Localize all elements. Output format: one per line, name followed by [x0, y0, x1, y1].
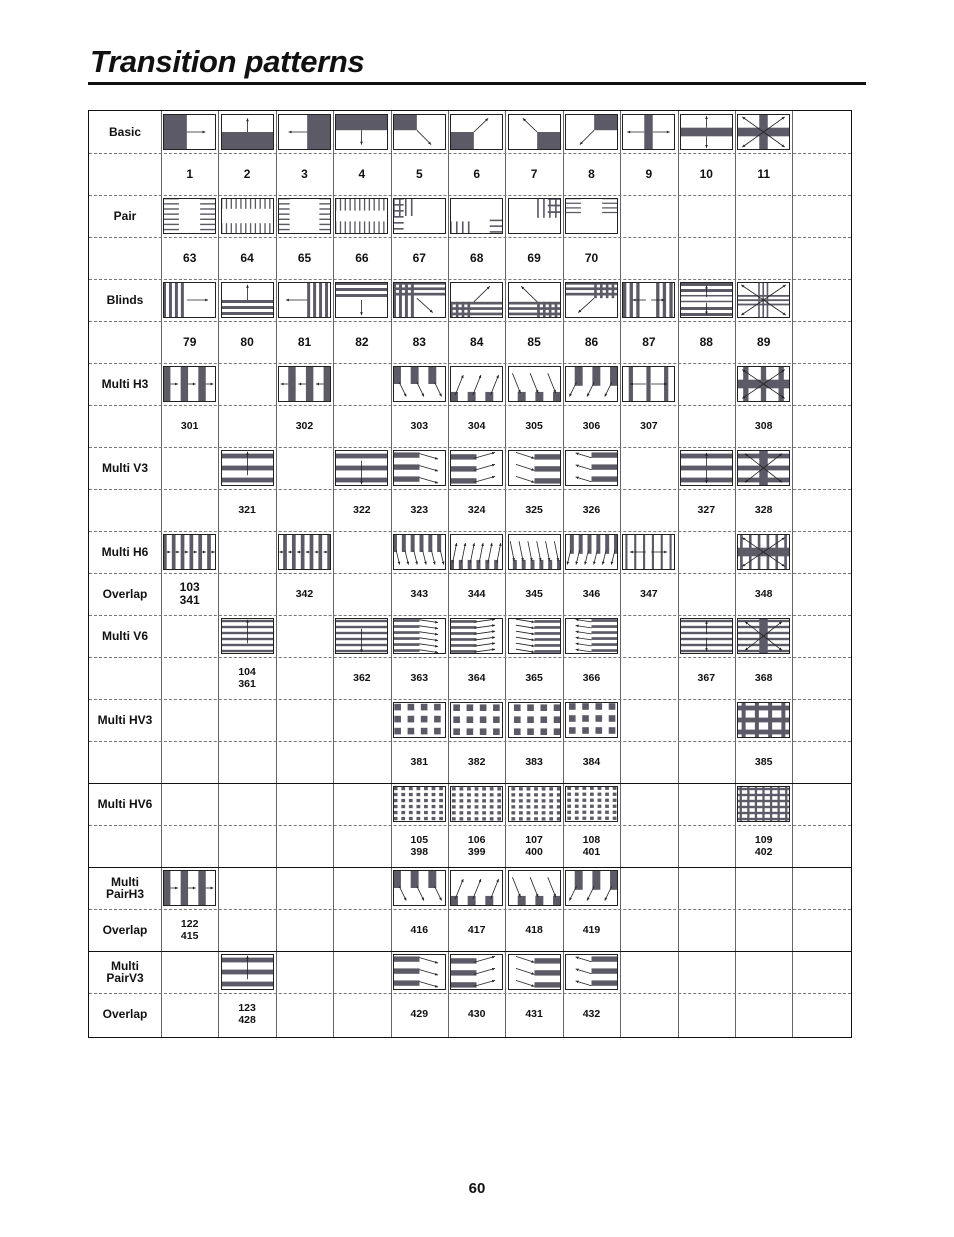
pattern-mh6-diag-dr-icon: [393, 534, 446, 570]
pattern-basic-corner-dr-icon: [393, 114, 446, 150]
pattern-number: 67: [412, 250, 426, 265]
pattern-mh3-cross-icon: [737, 366, 790, 402]
pattern-number: 88: [699, 334, 713, 349]
group-divider: [89, 615, 851, 616]
pattern-number: 327: [697, 504, 716, 516]
pattern-number: 345: [525, 588, 543, 600]
pattern-mhv3-a-icon: [393, 702, 446, 738]
pattern-number: 89: [757, 334, 771, 349]
row-label: Multi PairV3: [106, 959, 144, 985]
pattern-mpv3-diag-dr-icon: [393, 954, 446, 990]
pattern-number: 305: [525, 420, 543, 432]
pattern-number: 342: [295, 588, 314, 600]
pattern-number: 83: [412, 334, 426, 349]
row-label: Basic: [108, 125, 142, 139]
pattern-number: 70: [584, 250, 599, 265]
pattern-number: 3: [301, 166, 308, 181]
pattern-number: 364: [467, 672, 486, 684]
pattern-number: 429: [410, 1008, 429, 1020]
pattern-mpv3-diag-ur-icon: [450, 954, 503, 990]
pattern-pair-v-out-icon: [221, 198, 274, 234]
pattern-number: 430: [467, 1008, 486, 1020]
row-label: Multi PairH3: [105, 875, 145, 901]
pattern-blinds-down-icon: [221, 282, 274, 318]
pattern-blinds-left-icon: [278, 282, 331, 318]
pattern-pair-corner-d-icon: [565, 198, 618, 234]
pattern-mh3-diag-dl-icon: [508, 366, 561, 402]
pattern-number: 63: [183, 250, 197, 265]
pattern-number: 368: [754, 672, 773, 684]
pattern-number: 106 399: [467, 834, 486, 858]
column-divider: [792, 111, 793, 1037]
pattern-number: 79: [183, 334, 197, 349]
pattern-number: 107 400: [525, 834, 543, 858]
pattern-basic-cross-h-icon: [622, 114, 675, 150]
row-label-overlap: Overlap: [102, 1007, 148, 1021]
pattern-basic-down-icon: [221, 114, 274, 150]
transition-pattern-table: [88, 110, 852, 1038]
pattern-mv3-down-icon: [221, 450, 274, 486]
pattern-number: 304: [467, 420, 486, 432]
pattern-mhv3-d-icon: [565, 702, 618, 738]
pattern-mh6-cross-icon: [737, 534, 790, 570]
pattern-number: 6: [473, 166, 481, 181]
pattern-mv6-diag-ul-icon: [565, 618, 618, 654]
pattern-mv6-cross-icon: [737, 618, 790, 654]
pattern-number: 64: [240, 250, 254, 265]
pattern-number: 85: [527, 334, 541, 349]
page-number: 60: [468, 1180, 486, 1197]
pattern-mv3-up-icon: [335, 450, 388, 486]
row-label-overlap: Overlap: [102, 587, 148, 601]
pattern-number: 365: [525, 672, 543, 684]
pattern-blinds-up-icon: [335, 282, 388, 318]
row-label: Multi HV3: [97, 713, 153, 727]
pattern-mh3-diag-dr-icon: [393, 366, 446, 402]
pattern-number: 381: [410, 756, 429, 768]
pattern-number: 322: [353, 504, 371, 516]
pattern-mh6-diag-ul-icon: [565, 534, 618, 570]
pattern-mv6-diag-dl-icon: [508, 618, 561, 654]
pattern-number: 84: [470, 334, 484, 349]
group-divider: [89, 363, 851, 364]
pattern-number: 81: [297, 334, 312, 349]
pattern-number: 326: [582, 504, 601, 516]
pattern-basic-corner-ul-icon: [565, 114, 618, 150]
pattern-blinds-corner-ur-icon: [450, 282, 503, 318]
pattern-mh6-diag-ur-icon: [450, 534, 503, 570]
pattern-number: 68: [470, 250, 484, 265]
pattern-blinds-cross-v-icon: [680, 282, 733, 318]
pattern-blinds-corner-ul-icon: [565, 282, 618, 318]
pattern-number: 103 341: [179, 580, 200, 607]
pattern-number: 419: [582, 924, 601, 936]
group-divider: [89, 951, 851, 952]
pattern-mh6-left-icon: [278, 534, 331, 570]
pattern-number: 66: [355, 250, 369, 265]
pattern-number: 416: [410, 924, 429, 936]
pattern-blinds-corner-dr-icon: [393, 282, 446, 318]
pattern-mv3-cross-icon: [737, 450, 790, 486]
pattern-mph3-diag-dr-icon: [393, 870, 446, 906]
pattern-number: 362: [353, 672, 371, 684]
pattern-mv6-diag-dr-icon: [393, 618, 446, 654]
pattern-number: 1: [186, 166, 194, 181]
row-label: Blinds: [106, 293, 144, 307]
pattern-number: 383: [525, 756, 543, 768]
pattern-mpv3-diag-ul-icon: [565, 954, 618, 990]
pattern-number: 324: [467, 504, 486, 516]
pattern-mh6-split-icon: [622, 534, 675, 570]
pattern-pair-v-in-icon: [335, 198, 388, 234]
pattern-mh6-diag-dl-icon: [508, 534, 561, 570]
title-rule: [88, 82, 866, 85]
pattern-number: 344: [467, 588, 486, 600]
pattern-number: 5: [415, 166, 423, 181]
pattern-mhv6-cross-icon: [737, 786, 790, 822]
pattern-blinds-right-icon: [163, 282, 216, 318]
pattern-basic-right-icon: [163, 114, 216, 150]
pattern-number: 7: [530, 166, 538, 181]
pattern-mv6-down-icon: [221, 618, 274, 654]
pattern-mh3-right-icon: [163, 366, 216, 402]
pattern-number: 109 402: [754, 834, 773, 858]
pattern-mph3-diag-ur-icon: [450, 870, 503, 906]
pattern-mhv3-b-icon: [450, 702, 503, 738]
pattern-mv6-split-icon: [680, 618, 733, 654]
pattern-number: 2: [243, 166, 251, 181]
pattern-number: 347: [640, 588, 658, 600]
pattern-blinds-cross-h-icon: [622, 282, 675, 318]
row-label: Multi H3: [101, 377, 149, 391]
pattern-pair-h-in-icon: [278, 198, 331, 234]
pattern-mh3-diag-ur-icon: [450, 366, 503, 402]
pattern-number: 123 428: [238, 1002, 256, 1026]
pattern-mph3-diag-dl-icon: [508, 870, 561, 906]
pattern-number: 382: [467, 756, 486, 768]
pattern-basic-cross-v-icon: [680, 114, 733, 150]
pattern-basic-cross-x-icon: [737, 114, 790, 150]
pattern-mv6-diag-ur-icon: [450, 618, 503, 654]
pattern-number: 418: [525, 924, 543, 936]
pattern-number: 431: [525, 1008, 543, 1020]
pattern-mh6-right-icon: [163, 534, 216, 570]
pattern-number: 417: [467, 924, 486, 936]
group-divider: [89, 867, 851, 868]
page-title: Transition patterns: [90, 44, 365, 79]
pattern-number: 301: [180, 420, 199, 432]
pattern-pair-corner-c-icon: [508, 198, 561, 234]
pattern-number: 321: [238, 504, 256, 516]
pattern-mph3-right-icon: [163, 870, 216, 906]
group-divider: [89, 279, 851, 280]
pattern-number: 65: [297, 250, 312, 265]
pattern-mh3-split-icon: [622, 366, 675, 402]
group-divider: [89, 195, 851, 196]
pattern-basic-left-icon: [278, 114, 331, 150]
group-divider: [89, 699, 851, 700]
pattern-mpv3-down-icon: [221, 954, 274, 990]
row-label: Multi V3: [101, 461, 148, 475]
row-label-overlap: Overlap: [102, 923, 148, 937]
pattern-mhv6-b-icon: [450, 786, 503, 822]
pattern-number: 367: [697, 672, 716, 684]
pattern-mph3-diag-ul-icon: [565, 870, 618, 906]
pattern-mhv3-cross-icon: [737, 702, 790, 738]
pattern-number: 11: [757, 166, 771, 181]
pattern-mh3-left-icon: [278, 366, 331, 402]
pattern-number: 328: [754, 504, 773, 516]
pattern-number: 325: [525, 504, 543, 516]
row-label: Multi V6: [101, 629, 148, 643]
pattern-number: 306: [582, 420, 601, 432]
pattern-mhv6-d-icon: [565, 786, 618, 822]
pattern-number: 86: [584, 334, 599, 349]
pattern-number: 8: [588, 166, 595, 181]
pattern-mv3-diag-ur-icon: [450, 450, 503, 486]
pattern-number: 104 361: [238, 666, 256, 690]
group-divider: [89, 447, 851, 448]
pattern-number: 308: [754, 420, 773, 432]
pattern-number: 432: [582, 1008, 601, 1020]
pattern-mv6-up-icon: [335, 618, 388, 654]
row-label: Multi HV6: [97, 797, 153, 811]
pattern-mv3-diag-dr-icon: [393, 450, 446, 486]
group-divider: [89, 783, 851, 784]
pattern-number: 80: [240, 334, 254, 349]
pattern-number: 343: [410, 588, 429, 600]
pattern-basic-corner-ur-icon: [450, 114, 503, 150]
pattern-number: 323: [410, 504, 429, 516]
pattern-number: 385: [754, 756, 773, 768]
pattern-number: 384: [582, 756, 601, 768]
pattern-number: 105 398: [410, 834, 429, 858]
pattern-pair-corner-b-icon: [450, 198, 503, 234]
pattern-number: 363: [410, 672, 429, 684]
pattern-mhv3-c-icon: [508, 702, 561, 738]
pattern-number: 82: [355, 334, 369, 349]
pattern-number: 366: [582, 672, 601, 684]
row-label: Pair: [113, 209, 137, 223]
pattern-blinds-corner-dl-icon: [508, 282, 561, 318]
pattern-number: 87: [642, 334, 656, 349]
pattern-mhv6-c-icon: [508, 786, 561, 822]
pattern-number: 4: [358, 166, 366, 181]
pattern-number: 122 415: [180, 918, 199, 942]
pattern-number: 307: [640, 420, 658, 432]
pattern-mhv6-a-icon: [393, 786, 446, 822]
pattern-mv3-split-icon: [680, 450, 733, 486]
row-label: Multi H6: [101, 545, 149, 559]
column-divider: [678, 111, 679, 1037]
pattern-basic-corner-dl-icon: [508, 114, 561, 150]
pattern-number: 346: [582, 588, 601, 600]
pattern-number: 10: [699, 166, 713, 181]
group-divider: [89, 531, 851, 532]
pattern-mv3-diag-ul-icon: [565, 450, 618, 486]
pattern-number: 9: [645, 166, 653, 181]
pattern-number: 69: [527, 250, 541, 265]
pattern-number: 302: [295, 420, 314, 432]
pattern-mh3-diag-ul-icon: [565, 366, 618, 402]
pattern-mv3-diag-dl-icon: [508, 450, 561, 486]
pattern-blinds-cross-x-icon: [737, 282, 790, 318]
pattern-number: 108 401: [582, 834, 601, 858]
pattern-pair-corner-a-icon: [393, 198, 446, 234]
pattern-number: 303: [410, 420, 429, 432]
pattern-basic-up-icon: [335, 114, 388, 150]
pattern-mpv3-diag-dl-icon: [508, 954, 561, 990]
pattern-number: 348: [754, 588, 773, 600]
pattern-pair-h-out-icon: [163, 198, 216, 234]
